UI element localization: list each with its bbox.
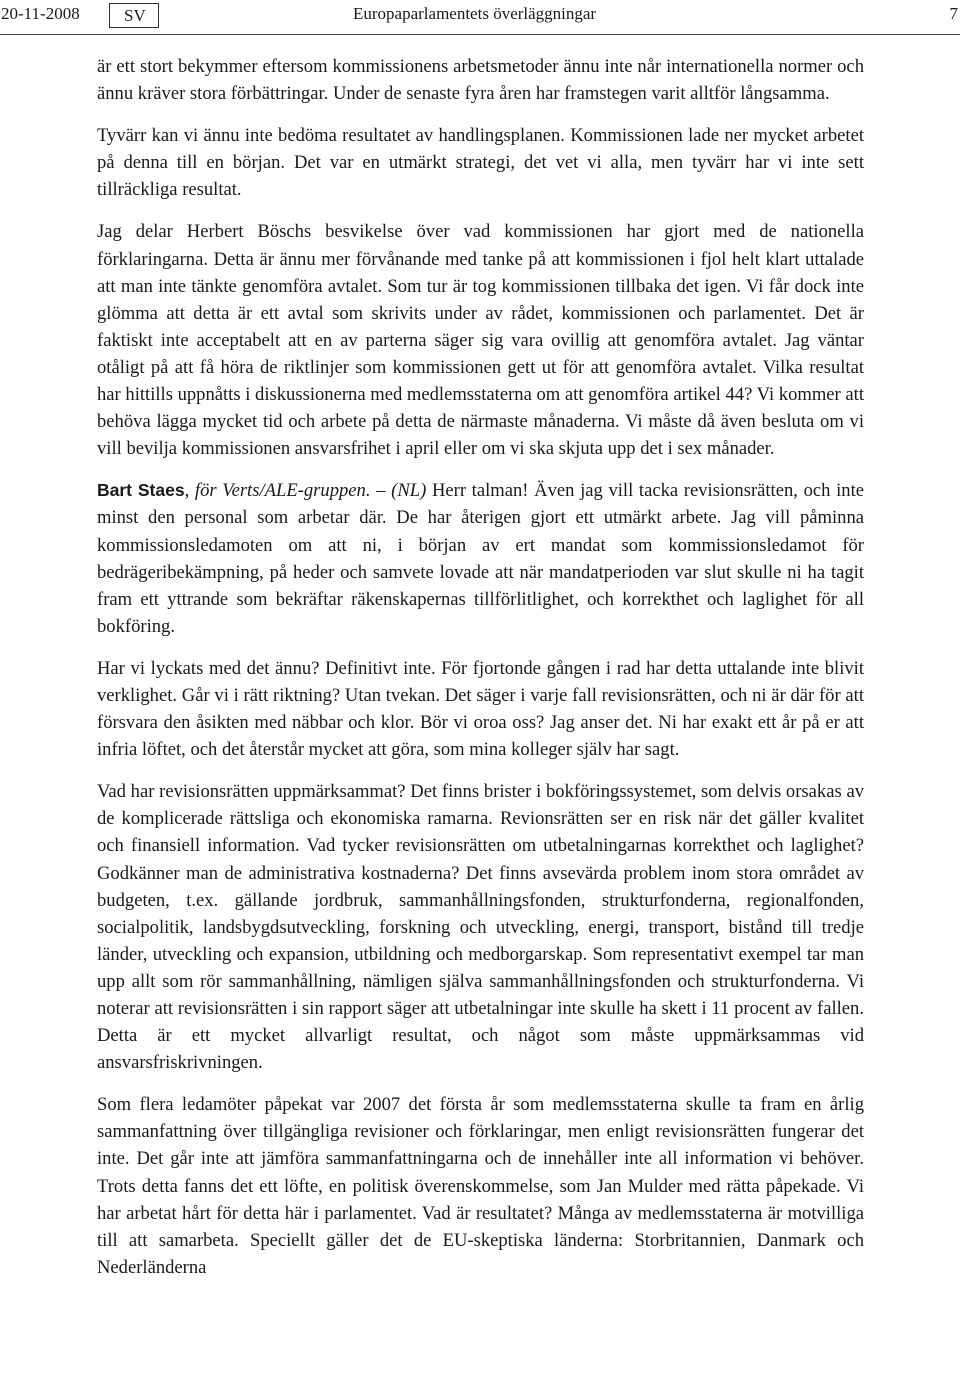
- paragraph: Tyvärr kan vi ännu inte bedöma resultatet av handlingsplanen. Kommissionen lade ner mycket arbetet på denna till en början. Det var en utmärkt strategi, det vet vi alla, men tyvärr har vi inte sett tillräckliga resultat.: [97, 125, 864, 201]
- language-code: (NL): [391, 480, 427, 502]
- paragraph: Jag delar Herbert Böschs besvikelse över vad kommissionen har gjort med de nationella förklaringarna. Detta är ännu mer förvånande med tanke på att kommissionen i fjol helt klart uttalade att man inte tänkte genomföra avtalet. Som tur är tog kommissionen tillbaka det igen. Vi får dock inte glömma att detta är ett avtal som skrivits under av rådet, kommissionen och parlamentet. Det är faktiskt inte acceptabelt att en av parterna säger sig vara ovillig att genomföra avtalet. Jag väntar otåligt på att få höra de riktlinjer som kommissionen gett ut för att genomföra avtalet. Vilka resultat har hittills uppnåtts i diskussionerna med medlemsstaterna om att genomföra artikel 44? Vi kommer att behöva lägga mycket tid och arbete på detta de närmaste månaderna. Vi måste då även besluta om vi vill bevilja kommissionen ansvarsfrihet i april eller om vi ska skjuta upp det i sex månader.: [97, 221, 864, 460]
- paragraph: Har vi lyckats med det ännu? Definitivt inte. För fjortonde gången i rad har detta uttalande inte blivit verklighet. Går vi i rätt riktning? Utan tvekan. Det säger i varje fall revisionsrätten, och ni är där för att försvara den åsikten med näbbar och klor. Bör vi oroa oss? Jag anser det. Ni har exakt ett år på er att infria löftet, och det återstår mycket att göra, som mina kolleger själv har sagt.: [97, 657, 864, 761]
- speech-dash: –: [370, 480, 392, 502]
- paragraph: Vad har revisionsrätten uppmärksammat? Det finns brister i bokföringssystemet, som delvis orsakas av de komplicerade rättsliga och ekonomiska ramarna. Revionsrätten ser en risk när det gäller kvalitet och finansiell information. Vad tycker revisionsrätten om utbetalningarnas korrekthet och laglighet? Godkänner man de administrativa kostnaderna? Det finns avsevärda problem inom stora området av budgeten, t.ex. gällande jordbruk, sammanhållningsfonden, strukturfonderna, regionalfonden, socialpolitik, landsbygdsutveckling, forskning och utveckling, energi, transport, bistånd till tredje länder, utveckling och expansion, utbildning och medborgarskap. Som representativt exempel tar man upp allt som rör sammanhållning, nämligen själva sammanhållningsfonden och strukturfonderna. Vi noterar att revisionsrätten i sin rapport säger att utbetalningar inte skulle ha skett i 11 procent av fallen. Detta är ett mycket allvarligt resultat, och något som måste uppmärksammas vid ansvarsfriskrivningen.: [97, 781, 864, 1074]
- paragraph: Som flera ledamöter påpekat var 2007 det första år som medlemsstaterna skulle ta fram en årlig sammanfattning över tillgängliga revisioner och förklaringar, men enligt revisionsrätten fungerar det inte. Det går inte att jämföra sammanfattningarna och de innehåller inte all information vi behöver. Trots detta fanns det ett löfte, en politisk överenskommelse, som Jan Mulder med rätta påpekade. Vi har arbetat hårt för detta här i parlamentet. Vad är resultatet? Många av medlemsstaterna är motvilliga till att samarbeta. Speciellt gäller det de EU-skeptiska länderna: Storbritannien, Danmark och Nederländerna: [97, 1094, 864, 1278]
- speech-text: Herr talman! Även jag vill tacka revisionsrätten, och inte minst den personal som arbetar där. De har återigen gjort ett utmärkt arbete. Jag vill påminna kommissionsledamoten om att ni, i början av ert mandat som kommissionsledamot för bedrägeribekämpning, på heder och samvete lovade att när mandatperioden var slut skulle ni ha tagit fram ett yttrande som bekräftar räkenskapernas tillförlitlighet, och korrekthet och laglighet för all bokföring.: [97, 480, 864, 637]
- speaker-group: , för Verts/ALE-gruppen.: [184, 480, 371, 502]
- page-header: [0, 0, 960, 35]
- header-title: Europaparlamentets överläggningar: [353, 4, 597, 23]
- document-body: [97, 53, 864, 1296]
- header-date: 20-11-2008: [1, 4, 80, 23]
- language-badge: SV: [109, 3, 159, 28]
- speech-paragraph: [97, 477, 864, 640]
- paragraph: är ett stort bekymmer eftersom kommissionens arbetsmetoder ännu inte når internationella normer och ännu kräver stora förbättringar. Under de senaste fyra åren har framstegen varit alltför långsamma.: [97, 56, 864, 105]
- page-number: 7: [949, 4, 958, 23]
- speaker-name: Bart Staes: [97, 480, 185, 501]
